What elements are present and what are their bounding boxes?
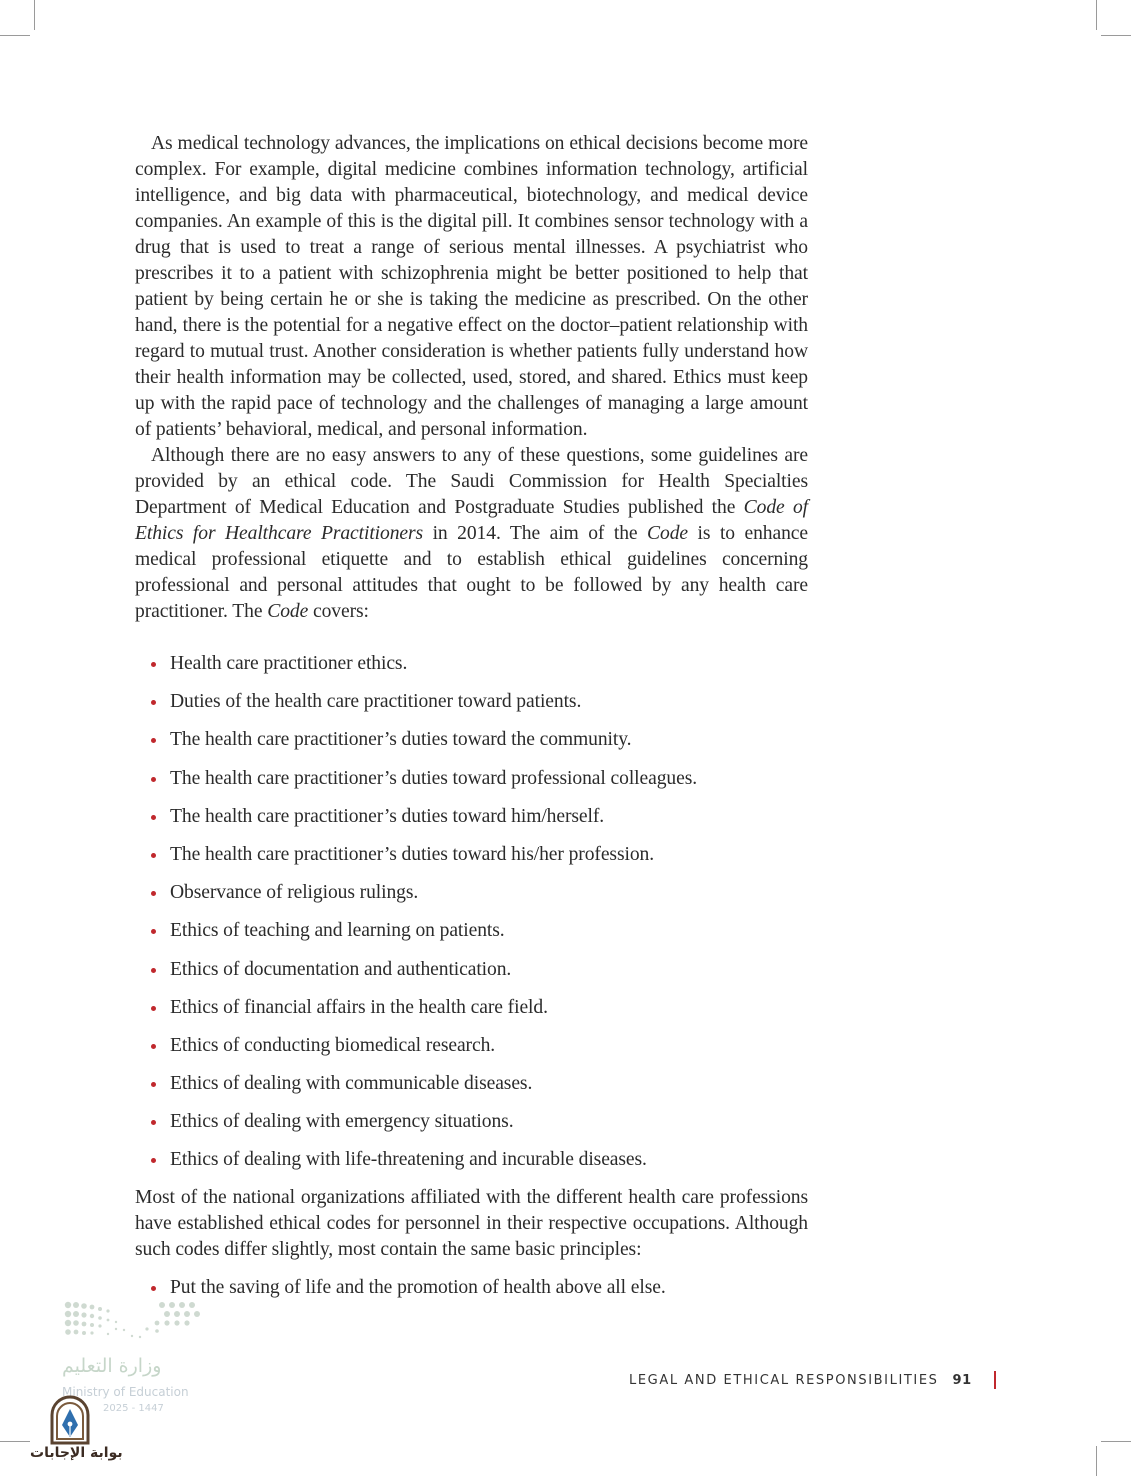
list-item — [135, 804, 808, 842]
bullet-icon — [151, 891, 156, 896]
bullet-icon — [151, 1044, 156, 1049]
paragraph-ethical-code — [135, 443, 808, 625]
list-item-text: Observance of religious rulings. — [170, 882, 419, 904]
list-item — [135, 842, 808, 880]
text-run: Although there are no easy answers to any of these questions, some guidelines are provided by an ethical code. The Saudi Commission for Health Specialties Department of Medical Education and Postgraduate Studies published the — [135, 445, 808, 518]
running-title: LEGAL AND ETHICAL RESPONSIBILITIES — [629, 1372, 939, 1388]
code-term: Code — [647, 523, 689, 544]
bullet-icon — [151, 968, 156, 973]
pen-nib-logo-icon — [42, 1395, 98, 1447]
ministry-name-english: Ministry of Education — [62, 1385, 189, 1399]
code-covers-list — [135, 651, 808, 1176]
list-item — [135, 880, 808, 918]
list-item — [135, 995, 808, 1033]
basic-principles-list — [135, 1275, 808, 1313]
list-item — [135, 651, 808, 689]
list-item-text: The health care practitioner’s duties toward the community. — [170, 729, 632, 751]
bullet-icon — [151, 1120, 156, 1125]
list-item — [135, 1033, 808, 1071]
list-item-text: Duties of the health care practitioner toward patients. — [170, 691, 582, 713]
page-body — [135, 131, 808, 1314]
bullet-icon — [151, 662, 156, 667]
list-item-text: Ethics of teaching and learning on patients. — [170, 920, 505, 942]
crop-mark — [34, 0, 35, 30]
crop-mark — [0, 1441, 30, 1442]
list-item — [135, 1147, 808, 1176]
code-term: Code — [267, 601, 309, 622]
crop-mark — [1101, 1441, 1131, 1442]
book-title: Code of Ethics for Healthcare Practitioners — [135, 497, 808, 544]
bullet-icon — [151, 777, 156, 782]
text-run: is to enhance medical professional etiquette and to establish ethical guidelines concerning professional and personal attitudes that ought to be followed by any health care practitioner. The — [135, 523, 808, 622]
list-item — [135, 1071, 808, 1109]
bullet-icon — [151, 815, 156, 820]
list-item — [135, 1109, 808, 1147]
bullet-icon — [151, 1006, 156, 1011]
crop-mark — [1096, 0, 1097, 30]
list-item — [135, 689, 808, 727]
text-run: covers: — [308, 601, 369, 622]
bullet-icon — [151, 1158, 156, 1163]
list-item-text: Ethics of dealing with life-threatening and incurable diseases. — [170, 1149, 647, 1171]
list-item-text: The health care practitioner’s duties toward professional colleagues. — [170, 767, 698, 789]
bullet-icon — [151, 738, 156, 743]
bullet-icon — [151, 1286, 156, 1291]
bullet-icon — [151, 853, 156, 858]
bullet-icon — [151, 700, 156, 705]
list-item-text: Ethics of documentation and authentication. — [170, 958, 512, 980]
ministry-dots-logo — [62, 1299, 202, 1345]
crop-mark — [1096, 1446, 1097, 1476]
list-item-text: Health care practitioner ethics. — [170, 653, 408, 674]
bullet-icon — [151, 929, 156, 934]
paragraph-digital-medicine: As medical technology advances, the implications on ethical decisions become more complex. For example, digital medicine combines information technology, artificial intelligence, and big data with pharmaceutical, biotechnology, and medical device companies. An example of this is the digital pill. It combines sensor technology with a drug that is used to treat a range of serious mental illnesses. A psychiatrist who prescribes it to a patient with schizophrenia might be better positioned to help that patient by being certain he or she is taking the medicine as prescribed. On the other hand, there is the potential for a negative effect on the doctor–patient relationship with regard to mutual trust. Another consideration is whether patients fully understand how their health information may be collected, used, stored, and shared. Ethics must keep up with the rapid pace of technology and the challenges of managing a large amount of patients’ behavioral, medical, and personal information. — [135, 133, 808, 440]
crop-mark — [1101, 35, 1131, 36]
list-item — [135, 727, 808, 765]
ministry-year: 2025 - 1447 — [103, 1403, 164, 1414]
list-item-text: The health care practitioner’s duties toward him/herself. — [170, 805, 605, 827]
list-item-text: Ethics of financial affairs in the health care field. — [170, 996, 548, 1018]
crop-mark — [0, 35, 30, 36]
text-run: in 2014. The aim of the — [423, 523, 648, 544]
list-item-text: Ethics of conducting biomedical research. — [170, 1034, 496, 1056]
list-item-text: Put the saving of life and the promotion of health above all else. — [170, 1277, 666, 1299]
ministry-name-arabic: وزارة التعليم — [62, 1355, 162, 1377]
list-item — [135, 1275, 808, 1313]
list-item-text: Ethics of dealing with communicable diseases. — [170, 1073, 533, 1095]
footer-rule — [994, 1371, 996, 1389]
paragraph-national-organizations: Most of the national organizations affiliated with the different health care professions have established ethical codes for personnel in their respective occupations. Although such codes differ slightly, most contain the same basic principles: — [135, 1187, 808, 1261]
page-number: 91 — [952, 1372, 972, 1388]
list-item — [135, 766, 808, 804]
bullet-icon — [151, 1082, 156, 1087]
list-item — [135, 918, 808, 956]
list-item — [135, 957, 808, 995]
list-item-text: The health care practitioner’s duties toward his/her profession. — [170, 843, 655, 865]
answers-portal-label: بوابة الإجابات — [30, 1445, 123, 1461]
page-footer — [629, 1370, 996, 1390]
list-item-text: Ethics of dealing with emergency situations. — [170, 1111, 514, 1133]
